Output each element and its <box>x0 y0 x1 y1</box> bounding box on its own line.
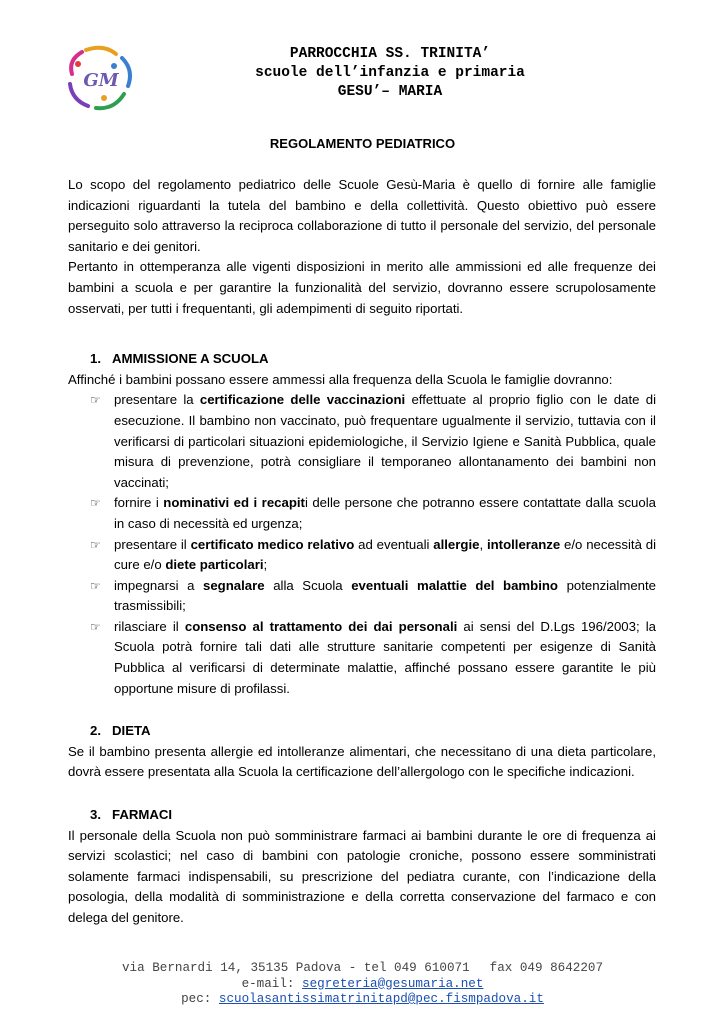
school-logo <box>64 44 138 114</box>
section-heading-admission <box>68 349 656 370</box>
requirements-list <box>68 390 656 699</box>
section-title: AMMISSIONE A SCUOLA <box>112 351 269 367</box>
intro-paragraph-1: Lo scopo del regolamento pediatrico delle Scuole Gesù-Maria è quello di fornire alle famiglie indicazioni riguardanti la tutela del bambino e della collettività. Questo obiettivo può essere perseguito solo attraverso la reciproca collaborazione di tutto il personale del servizio, del personale sanitario e dei genitori. <box>68 177 656 254</box>
diet-paragraph: Se il bambino presenta allergie ed intolleranze alimentari, che necessitano di una dieta particolare, dovrà essere presentata alla Scuola la certificazione dell’allergologo con le specifiche indicazioni. <box>68 743 656 780</box>
medicines-paragraph: Il personale della Scuola non può somministrare farmaci ai bambini durante le ore di frequenza ai servizi scolastici; nel caso di bambini con patologie croniche, possono essere somministrati solamente farmaci indispensabili, su prescrizione del pediatra curante, con l’indicazione della posologia, della modalità di somministrazione e della corretta conservazione del farmaco e con delega del genitore. <box>68 827 656 925</box>
footer-address: via Bernardi 14, 35135 Padova - tel 049 610071 <box>121 961 470 975</box>
letterhead <box>240 45 540 102</box>
list-item: ☞ presentare il certificato medico relativo ad eventuali allergie, intolleranze e/o necessità di cure e/o diete particolari; <box>90 536 657 573</box>
pec-link[interactable]: scuolasantissimatrinitapd@pec.fismpadova.it <box>218 992 544 1006</box>
section-number: 2. <box>90 723 101 739</box>
footer-fax: fax 049 8642207 <box>489 961 604 975</box>
section-title: DIETA <box>112 723 151 739</box>
school-name: GESU’– MARIA <box>337 84 443 100</box>
section-number: 1. <box>90 351 101 367</box>
intro-paragraph-2: Pertanto in ottemperanza alle vigenti disposizioni in merito alle ammissioni ed alle frequenze dei bambini a scuola e per garantire la funzionalità del servizio, dovranno essere scrupolosamente osservati, per tutti i frequentanti, gli adempimenti di seguito riportati. <box>68 259 656 316</box>
logo-monogram: GM <box>83 70 119 91</box>
pointing-hand-icon: ☞ <box>90 537 101 552</box>
list-item: ☞ fornire i nominativi ed i recapiti delle persone che potranno essere contattate dalla scuola in caso di necessità ed urgenza; <box>90 495 656 531</box>
list-item: ☞ impegnarsi a segnalare alla Scuola eventuali malattie del bambino potenzialmente trasmissibili; <box>90 577 657 614</box>
footer <box>0 961 725 1008</box>
email-link[interactable]: segreteria@gesumaria.net <box>302 976 484 991</box>
pointing-hand-icon: ☞ <box>90 393 101 408</box>
list-item: ☞ presentare la certificazione delle vaccinazioni effettuate al proprio figlio con le date di esecuzione. Il bambino non vaccinato, può frequentare ugualmente il servizio, tuttavia con il verificarsi di particolari situazioni epidemiologiche, il Servizio Igiene e Sanità Pubblica, quale misura di prevenzione, potrà consigliare il temporaneo allontanamento dei bambini non vaccinati; <box>90 392 656 490</box>
document-body <box>68 175 656 929</box>
email-label: e-mail: <box>241 976 295 991</box>
school-type: scuole dell’infanzia e primaria <box>255 65 525 81</box>
pointing-hand-icon: ☞ <box>90 619 101 634</box>
section-lead: Affinché i bambini possano essere ammessi alla frequenza della Scuola le famiglie dovranno: <box>68 371 613 387</box>
section-heading-diet <box>68 721 656 742</box>
document-title: REGOLAMENTO PEDIATRICO <box>269 136 456 151</box>
section-title: FARMACI <box>112 807 173 823</box>
list-item: ☞ rilasciare il consenso al trattamento dei dai personali ai sensi del D.Lgs 196/2003; la Scuola potrà fornire tali dati alle strutture sanitarie competenti per esigenze di Sanità Pubblica al verificarsi di determinate malattie, affinché possano essere garantite le più opportune misure di profilassi. <box>90 618 657 696</box>
pointing-hand-icon: ☞ <box>90 496 101 511</box>
section-number: 3. <box>90 807 101 823</box>
section-heading-medicines <box>68 805 656 826</box>
parish-name: PARROCCHIA SS. TRINITA’ <box>289 46 491 62</box>
pointing-hand-icon: ☞ <box>90 578 101 593</box>
pec-label: pec: <box>181 992 212 1006</box>
